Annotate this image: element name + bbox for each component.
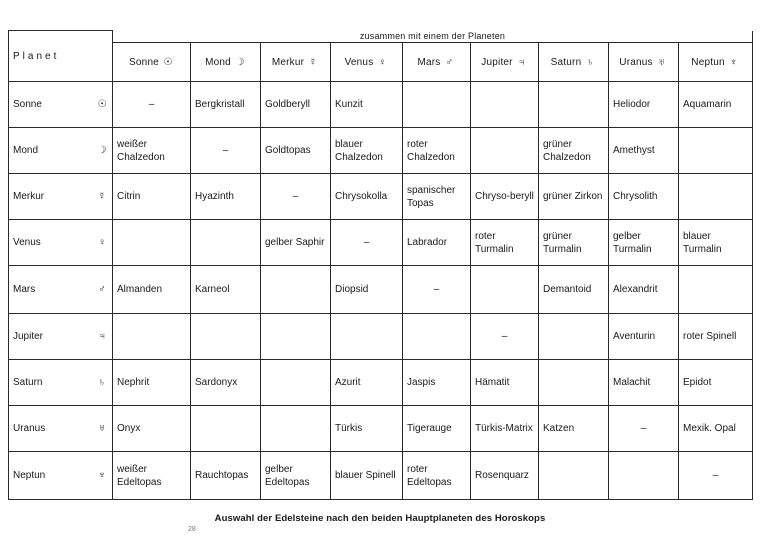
table-cell: blauer Turmalin (679, 220, 753, 266)
column-header-label: Merkur (271, 56, 305, 68)
table-cell: Malachit (609, 360, 679, 406)
table-cell: blauer Chalzedon (331, 128, 403, 174)
table-caption: Auswahl der Edelsteine nach den beiden Hauptplaneten des Horoskops (214, 513, 546, 524)
table-cell (679, 174, 753, 220)
column-header-label: Jupiter (481, 56, 513, 68)
planet-symbol-icon: ☉ (97, 99, 107, 111)
table-row (9, 406, 753, 452)
table-cell: Jaspis (403, 360, 471, 406)
table-cell: Goldtopas (261, 128, 331, 174)
table-cell: Hämatit (471, 360, 539, 406)
planet-symbol-icon: ☿ (98, 191, 106, 203)
planet-symbol-icon: ♆ (98, 470, 106, 482)
row-header (9, 360, 113, 406)
planet-symbol-icon: ♅ (98, 423, 106, 435)
table-cell: weißer Chalzedon (113, 128, 191, 174)
column-header-row (9, 43, 753, 82)
row-header (9, 406, 113, 452)
planet-symbol-icon: ☿ (309, 56, 317, 68)
table-cell: Rosenquarz (471, 452, 539, 500)
table-cell: Citrin (113, 174, 191, 220)
column-header-5 (471, 43, 539, 82)
table-cell (539, 360, 609, 406)
column-header-4 (403, 43, 471, 82)
table-cell (679, 128, 753, 174)
table-cell: Türkis-Matrix (471, 406, 539, 452)
table-cell: – (331, 220, 403, 266)
row-planet-label: Neptun (13, 470, 46, 482)
row-header (9, 314, 113, 360)
table-cell (331, 314, 403, 360)
table-cell: Chryso-beryll (471, 174, 539, 220)
planet-symbol-icon: ♂ (445, 56, 454, 68)
row-header (9, 174, 113, 220)
row-planet-label: Merkur (13, 191, 45, 203)
table-cell (539, 452, 609, 500)
table-cell (539, 314, 609, 360)
table-cell: Türkis (331, 406, 403, 452)
table-cell: Demantoid (539, 266, 609, 314)
table-row (9, 82, 753, 128)
table-cell: roter Chalzedon (403, 128, 471, 174)
table-cell (261, 266, 331, 314)
gemstone-table (8, 30, 753, 500)
row-header (9, 82, 113, 128)
planet-symbol-icon: ♀ (98, 237, 106, 249)
table-cell: spanischer Topas (403, 174, 471, 220)
planet-symbol-icon: ♀ (378, 56, 387, 68)
table-cell (261, 406, 331, 452)
table-cell: grüner Turmalin (539, 220, 609, 266)
table-cell (471, 128, 539, 174)
page-number: 28 (188, 526, 196, 533)
table-cell: gelber Edeltopas (261, 452, 331, 500)
table-cell (403, 82, 471, 128)
column-header-label: Uranus (619, 56, 653, 68)
table-cell (191, 406, 261, 452)
table-cell (261, 314, 331, 360)
table-cell: – (679, 452, 753, 500)
table-cell (471, 82, 539, 128)
table-cell (403, 314, 471, 360)
table-cell: Goldberyll (261, 82, 331, 128)
table-cell: roter Turmalin (471, 220, 539, 266)
column-header-label: Sonne (129, 56, 159, 68)
column-header-label: Mond (205, 56, 231, 68)
table-cell: Heliodor (609, 82, 679, 128)
table-cell: – (261, 174, 331, 220)
table-row (9, 266, 753, 314)
table-cell: Katzen (539, 406, 609, 452)
table-cell (191, 314, 261, 360)
table-cell (679, 266, 753, 314)
table-cell: Onyx (113, 406, 191, 452)
table-cell: – (113, 82, 191, 128)
table-cell (609, 452, 679, 500)
column-header-7 (609, 43, 679, 82)
table-cell: gelber Turmalin (609, 220, 679, 266)
column-header-3 (331, 43, 403, 82)
planet-symbol-icon: ♃ (98, 331, 106, 343)
column-header-0 (113, 43, 191, 82)
table-cell: Chrysolith (609, 174, 679, 220)
table-cell: Mexik. Opal (679, 406, 753, 452)
table-cell: Amethyst (609, 128, 679, 174)
table-cell: roter Edeltopas (403, 452, 471, 500)
column-header-6 (539, 43, 609, 82)
table-cell: Sardonyx (191, 360, 261, 406)
table-row (9, 452, 753, 500)
table-cell: Rauchtopas (191, 452, 261, 500)
planet-symbol-icon: ☽ (97, 145, 107, 157)
planet-symbol-icon: ♆ (729, 56, 738, 68)
row-header (9, 452, 113, 500)
table-cell: Epidot (679, 360, 753, 406)
table-cell: grüner Zirkon (539, 174, 609, 220)
row-header (9, 220, 113, 266)
table-cell: Almanden (113, 266, 191, 314)
span-header: zusammen mit einem der Planeten (113, 31, 753, 43)
corner-header: Planet (9, 31, 113, 82)
table-cell: Tigerauge (403, 406, 471, 452)
table-cell: – (471, 314, 539, 360)
planet-symbol-icon: ☉ (163, 56, 173, 68)
row-planet-label: Venus (13, 237, 41, 249)
column-header-8 (679, 43, 753, 82)
table-row (9, 314, 753, 360)
table-row (9, 174, 753, 220)
table-cell: Nephrit (113, 360, 191, 406)
table-cell: Chrysokolla (331, 174, 403, 220)
table-cell: Hyazinth (191, 174, 261, 220)
row-planet-label: Mond (13, 145, 39, 157)
table-cell (471, 266, 539, 314)
row-planet-label: Saturn (13, 377, 43, 389)
table-cell: Bergkristall (191, 82, 261, 128)
row-planet-label: Mars (13, 284, 36, 296)
table-cell (191, 220, 261, 266)
column-header-label: Neptun (691, 56, 725, 68)
planet-symbol-icon: ♄ (586, 56, 595, 68)
table-cell (539, 82, 609, 128)
row-planet-label: Uranus (13, 423, 46, 435)
planet-symbol-icon: ☽ (235, 56, 245, 68)
row-planet-label: Sonne (13, 99, 42, 111)
table-cell: grüner Chalzedon (539, 128, 609, 174)
row-header (9, 266, 113, 314)
table-cell: Diopsid (331, 266, 403, 314)
row-planet-label: Jupiter (13, 331, 44, 343)
column-header-label: Saturn (550, 56, 582, 68)
column-header-label: Mars (417, 56, 441, 68)
table-cell (113, 314, 191, 360)
table-body (9, 82, 753, 500)
table-cell: Kunzit (331, 82, 403, 128)
table-cell: – (609, 406, 679, 452)
planet-symbol-icon: ♃ (517, 56, 526, 68)
table-cell: gelber Saphir (261, 220, 331, 266)
column-header-2 (261, 43, 331, 82)
table-row (9, 220, 753, 266)
column-header-label: Venus (344, 56, 374, 68)
table-cell: – (191, 128, 261, 174)
planet-symbol-icon: ♂ (98, 284, 106, 296)
table-cell (261, 360, 331, 406)
table-cell: Labrador (403, 220, 471, 266)
table-cell: Aventurin (609, 314, 679, 360)
table-cell: Aquamarin (679, 82, 753, 128)
table-cell: weißer Edeltopas (113, 452, 191, 500)
row-header (9, 128, 113, 174)
table-cell: Azurit (331, 360, 403, 406)
table-cell: roter Spinell (679, 314, 753, 360)
planet-symbol-icon: ♄ (98, 377, 106, 389)
table-cell: – (403, 266, 471, 314)
table-row (9, 128, 753, 174)
table-cell: Karneol (191, 266, 261, 314)
table-cell (113, 220, 191, 266)
table-row (9, 360, 753, 406)
table-cell: blauer Spinell (331, 452, 403, 500)
column-header-1 (191, 43, 261, 82)
planet-symbol-icon: ♅ (657, 56, 666, 68)
table-cell: Alexandrit (609, 266, 679, 314)
